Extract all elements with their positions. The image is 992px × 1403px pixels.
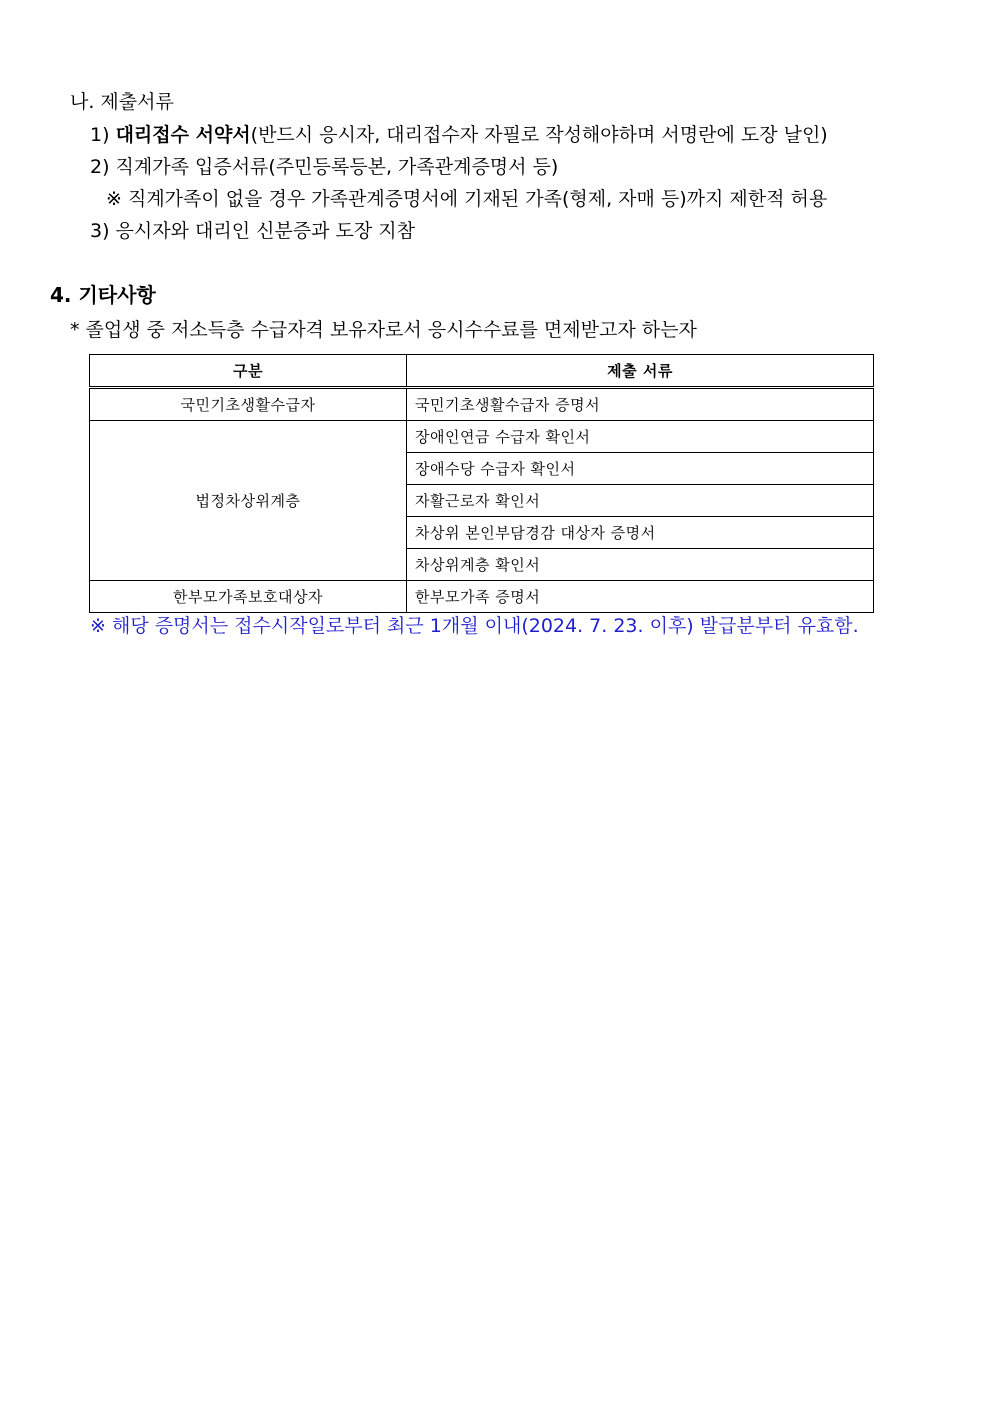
list-item-2-note: ※ 직계가족이 없을 경우 가족관계증명서에 기재된 가족(형제, 자매 등)까지 제한적 허용	[106, 188, 828, 210]
list-item-2: 2) 직계가족 입증서류(주민등록등본, 가족관계증명서 등)	[90, 156, 559, 178]
table-cell-document: 차상위 본인부담경감 대상자 증명서	[407, 517, 874, 549]
list-item-1-number: 1)	[90, 124, 110, 146]
table-cell-category: 국민기초생활수급자	[90, 388, 407, 421]
table-cell-document: 차상위계층 확인서	[407, 549, 874, 581]
section-title: 나. 제출서류	[70, 91, 174, 113]
list-item-3: 3) 응시자와 대리인 신분증과 도장 지참	[90, 220, 416, 242]
table-row	[90, 388, 874, 421]
table-header-category: 구분	[90, 355, 407, 388]
section-subtitle: * 졸업생 중 저소득층 수급자격 보유자로서 응시수수료를 면제받고자 하는자	[70, 319, 697, 341]
table-header-row	[90, 355, 874, 388]
list-item-1-bold: 대리접수 서약서	[115, 124, 251, 146]
list-item-1-text: (반드시 응시자, 대리접수자 자필로 작성해야하며 서명란에 도장 날인)	[250, 124, 828, 146]
table-cell-document: 자활근로자 확인서	[407, 485, 874, 517]
table-cell-category: 한부모가족보호대상자	[90, 581, 407, 613]
table-cell-document: 장애인연금 수급자 확인서	[407, 421, 874, 453]
table-cell-document: 국민기초생활수급자 증명서	[407, 388, 874, 421]
table-row	[90, 581, 874, 613]
table-cell-category: 법정차상위계층	[90, 421, 407, 581]
table-cell-document: 장애수당 수급자 확인서	[407, 453, 874, 485]
table-cell-document: 한부모가족 증명서	[407, 581, 874, 613]
documents-table	[89, 354, 874, 613]
footnote: ※ 해당 증명서는 접수시작일로부터 최근 1개월 이내(2024. 7. 23. 이후) 발급분부터 유효함.	[90, 615, 859, 637]
list-item-1	[90, 123, 828, 147]
table-row	[90, 421, 874, 453]
section-heading: 4. 기타사항	[50, 283, 156, 307]
table-header-documents: 제출 서류	[407, 355, 874, 388]
